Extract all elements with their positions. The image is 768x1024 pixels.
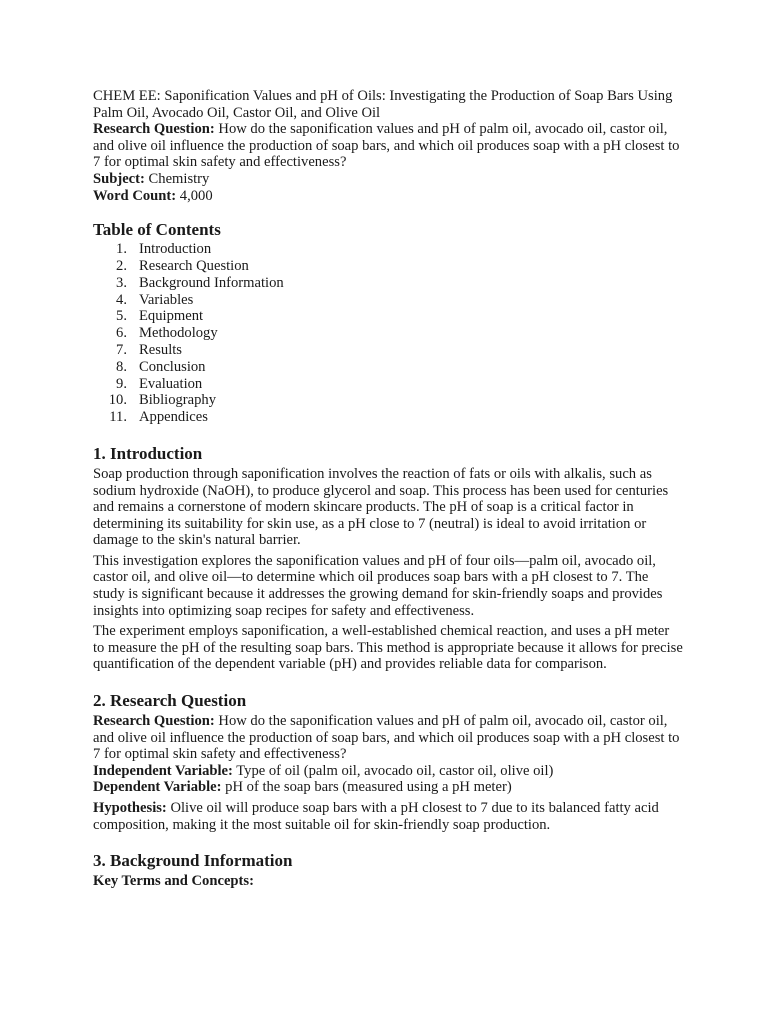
dv-label: Dependent Variable: bbox=[93, 779, 222, 796]
intro-paragraph-3: The experiment employs saponification, a well-established chemical reaction, and uses a pH meter to measure the pH of the resulting soap bars. This method is appropriate because it allows for precise quantification of the dependent variable (pH) and provides reliable data for comparison. bbox=[93, 623, 683, 673]
section-heading-introduction: 1. Introduction bbox=[93, 443, 203, 463]
rq-label: Research Question: bbox=[93, 713, 215, 730]
toc-item: 9. Evaluation bbox=[116, 375, 203, 392]
toc-item: 4. Variables bbox=[116, 291, 194, 308]
toc-heading: Table of Contents bbox=[93, 220, 221, 240]
dependent-variable bbox=[93, 779, 683, 796]
rq-label: Research Question: bbox=[93, 121, 215, 138]
dv-text: pH of the soap bars (measured using a pH meter) bbox=[221, 779, 512, 796]
subject-label: Subject: bbox=[93, 170, 145, 187]
toc-item: 2. Research Question bbox=[116, 257, 249, 274]
independent-variable bbox=[93, 763, 683, 780]
hypothesis bbox=[93, 800, 683, 833]
hyp-text: Olive oil will produce soap bars with a pH closest to 7 due to its balanced fatty acid composition, making it the most suitable oil for skin-friendly soap production. bbox=[93, 800, 659, 833]
rq-text: How do the saponification values and pH of palm oil, avocado oil, castor oil, and olive oil influence the production of soap bars, and which oil produces soap with a pH closest to 7 for optimal skin safety and effectiveness? bbox=[93, 713, 680, 763]
hyp-label: Hypothesis: bbox=[93, 800, 167, 817]
toc-item: 10. Bibliography bbox=[108, 392, 217, 409]
header-research-question bbox=[93, 121, 683, 171]
intro-paragraph-1: Soap production through saponification involves the reaction of fats or oils with alkalis, such as sodium hydroxide (NaOH), to produce glycerol and soap. This process has been used for centuries and remains a cornerstone of modern skincare products. The pH of soap is a critical factor in determining its suitability for skin use, as a pH close to 7 (neutral) is ideal to avoid irritation or damage to the skin's natural barrier. bbox=[93, 465, 669, 549]
toc-item: 1. Introduction bbox=[116, 241, 212, 258]
rq-paragraph bbox=[93, 713, 683, 763]
document-title: CHEM EE: Saponification Values and pH of Oils: Investigating the Production of Soap Bars Using Palm Oil, Avocado Oil, Castor Oil, and Olive Oil bbox=[93, 88, 673, 121]
section-heading-research-question: 2. Research Question bbox=[93, 691, 247, 711]
header-subject bbox=[93, 171, 683, 188]
document-body bbox=[93, 88, 683, 890]
rq-text: How do the saponification values and pH of palm oil, avocado oil, castor oil, and olive oil influence the production of soap bars, and which oil produces soap with a pH closest to 7 for optimal skin safety and effectiveness? bbox=[93, 121, 680, 171]
header-word-count bbox=[93, 188, 683, 205]
wordcount-label: Word Count: bbox=[93, 187, 177, 204]
iv-label: Independent Variable: bbox=[93, 762, 233, 779]
section-heading-background: 3. Background Information bbox=[93, 851, 293, 871]
toc-list bbox=[93, 241, 683, 426]
iv-text: Type of oil (palm oil, avocado oil, castor oil, olive oil) bbox=[232, 762, 554, 779]
toc-item: 7. Results bbox=[116, 341, 182, 358]
toc-item: 3. Background Information bbox=[116, 274, 284, 291]
toc-item: 6. Methodology bbox=[116, 325, 218, 342]
wordcount-value: 4,000 bbox=[176, 187, 213, 204]
subject-value: Chemistry bbox=[144, 170, 210, 187]
toc-item: 11. Appendices bbox=[109, 409, 208, 426]
toc-item: 8. Conclusion bbox=[116, 358, 206, 375]
toc-item: 5. Equipment bbox=[116, 308, 204, 325]
intro-paragraph-2: This investigation explores the saponification values and pH of four oils—palm oil, avocado oil, castor oil, and olive oil—to determine which oil produces soap bars with a pH closest to 7. The study is significant because it addresses the growing demand for skin-friendly soaps and provides insights into optimizing soap recipes for safety and effectiveness. bbox=[93, 552, 663, 619]
key-terms-label: Key Terms and Concepts: bbox=[93, 873, 254, 890]
